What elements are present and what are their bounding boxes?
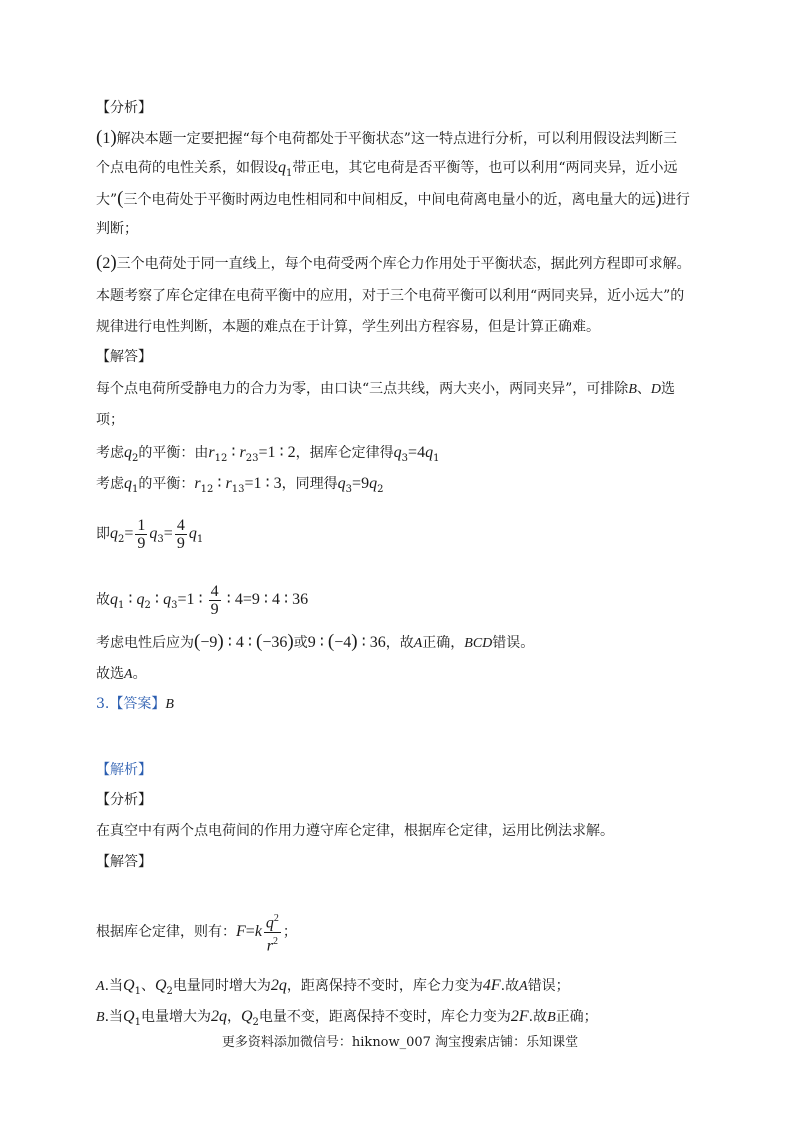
subscript: 1 <box>134 985 141 997</box>
subscript: 1 <box>433 452 440 464</box>
math-var: q <box>136 591 145 608</box>
paren: ( <box>117 188 124 209</box>
math-var: q <box>265 914 274 932</box>
text: 带正电，其它电荷是否平衡等，也可以利用“两同夹异，近小远 <box>292 160 678 176</box>
math-var: q <box>149 525 158 542</box>
math-op: ∶ 36 <box>357 634 386 651</box>
option-letter: D <box>650 382 661 397</box>
page-footer <box>0 1034 800 1052</box>
text: .故 <box>528 1009 548 1025</box>
solution-ratio-line <box>96 516 203 558</box>
denominator <box>264 932 281 954</box>
paren: ) <box>217 631 224 652</box>
math-op: ∶ <box>213 475 226 492</box>
paren: ( <box>256 631 263 652</box>
text: 的平衡： <box>138 476 195 492</box>
option-letter: B <box>628 382 637 397</box>
analysis-p1-line3 <box>96 189 690 210</box>
paren: ) <box>287 631 294 652</box>
option-letter: A <box>413 636 423 651</box>
q3-answer-line <box>96 694 174 715</box>
subscript: 3 <box>345 483 353 495</box>
math-var: q <box>393 444 402 461</box>
text: 在真空中有两个点电荷间的作用力遵守库仑定律，根据库仑定律，运用比例法求解。 <box>96 823 614 839</box>
text: 判断； <box>96 221 138 237</box>
analysis-heading <box>96 98 152 118</box>
subscript: 3 <box>157 533 164 545</box>
q3-explain-heading <box>96 760 152 780</box>
text: 大” <box>96 192 118 208</box>
math-var: q <box>188 525 197 542</box>
analysis-label: 【分析】 <box>96 792 152 808</box>
text: 或 <box>293 635 308 651</box>
math-op: =1 ∶ <box>177 591 207 608</box>
math-op: =1 ∶ 2 <box>258 444 296 461</box>
text: 考虑电性后应为 <box>96 635 194 651</box>
subscript: 2 <box>252 1016 259 1028</box>
math-var: Q <box>123 977 135 994</box>
option-letter: B <box>547 1010 556 1025</box>
math-var: Q <box>240 1008 253 1025</box>
q3-solution-heading <box>96 852 152 872</box>
math-var: q <box>124 444 132 461</box>
paren: ) <box>110 127 117 148</box>
math-var: q <box>425 444 434 461</box>
subscript: 23 <box>245 452 259 464</box>
text: ，距离保持不变时，库仑力变为 <box>286 978 483 994</box>
math-op: 9 ∶ <box>307 634 328 651</box>
math-op: =9 <box>352 475 370 492</box>
q3-option-b <box>96 1007 598 1033</box>
solution-line1 <box>96 379 675 400</box>
text: 错误； <box>527 978 570 994</box>
math-var: Q <box>123 1008 135 1025</box>
math-op: ∶ <box>150 591 164 608</box>
subscript: 3 <box>171 599 178 611</box>
solution-q2-balance <box>96 443 439 469</box>
solution-heading <box>96 347 152 367</box>
math-expr: 2q <box>270 977 287 994</box>
text: ，故 <box>385 635 414 651</box>
math-var: r <box>225 475 232 492</box>
text: 选 <box>661 381 675 397</box>
math-op: = <box>163 525 173 542</box>
math-var: q <box>124 475 132 492</box>
explain-label: 【解析】 <box>96 762 152 778</box>
text: 三个电荷处于同一直线上，每个电荷受两个库仑力作用处于平衡状态，据此列方程即可求解。 <box>116 256 691 272</box>
solution-final-ratio <box>96 582 308 624</box>
math-value: −4 <box>334 634 352 651</box>
text: 错误。 <box>492 635 535 651</box>
subscript: 2 <box>144 599 151 611</box>
math-var: q <box>110 525 118 542</box>
analysis-p1-line2 <box>96 158 678 184</box>
denominator: 9 <box>176 534 185 552</box>
option-letter: A <box>124 667 133 682</box>
text: 考虑 <box>96 476 124 492</box>
text: 故 <box>96 592 110 608</box>
math-op: =4 <box>408 444 426 461</box>
solution-choice <box>96 664 147 685</box>
math-expr: 4F <box>482 977 501 994</box>
subscript: 1 <box>134 1016 141 1028</box>
q3-analysis-heading <box>96 790 152 810</box>
math-value: −36 <box>262 634 288 651</box>
text: 故选 <box>96 666 124 682</box>
item-number: 1 <box>102 130 111 147</box>
text: 根据库仑定律，则有： <box>96 924 236 940</box>
math-var: r <box>208 444 215 461</box>
subscript: 2 <box>132 452 139 464</box>
text: 、 <box>140 978 155 994</box>
text: .当 <box>104 1009 124 1025</box>
text: 正确， <box>422 635 465 651</box>
math-var: q <box>110 591 118 608</box>
fraction <box>135 517 147 552</box>
text: ，据库仑定律得 <box>295 445 394 461</box>
text: 考虑 <box>96 445 124 461</box>
math-var: F <box>236 923 246 940</box>
paren: ( <box>96 127 103 148</box>
item-number: 2 <box>102 255 111 272</box>
text: 。 <box>132 666 147 682</box>
subscript: 1 <box>132 483 139 495</box>
analysis-p1-line1 <box>96 128 677 149</box>
math-var: q <box>278 159 286 176</box>
subscript: 13 <box>231 483 245 495</box>
subscript: 12 <box>200 483 214 495</box>
math-value: −9 <box>200 634 218 651</box>
fraction <box>264 910 281 954</box>
text: ； <box>282 924 297 940</box>
subscript: 1 <box>118 599 125 611</box>
fraction <box>175 517 187 552</box>
text: ，同理得 <box>281 476 338 492</box>
analysis-p3-line1 <box>96 286 684 306</box>
text: 每个点电荷所受静电力的合力为零，由口诀“三点共线，两大夹小，两同夹异”，可排除 <box>96 381 629 397</box>
paren: ) <box>110 252 117 273</box>
math-var: q <box>163 591 172 608</box>
analysis-label: 【分析】 <box>96 100 152 116</box>
text: 个点电荷的电性关系，如假设 <box>96 160 278 176</box>
paren: ) <box>351 631 358 652</box>
subscript: 1 <box>196 533 204 545</box>
text: 电量增大为 <box>140 1009 211 1025</box>
q3-option-a <box>96 976 570 1002</box>
math-var: q <box>369 475 378 492</box>
solution-line2 <box>96 410 124 430</box>
text: 正确； <box>555 1009 598 1025</box>
text: 进行 <box>661 192 690 208</box>
subscript: 2 <box>377 483 384 495</box>
option-letter: BCD <box>464 636 493 651</box>
text: 规律进行电性判断，本题的难点在于计算，学生列出方程容易，但是计算正确难。 <box>96 319 600 335</box>
numerator: 1 <box>137 516 146 534</box>
superscript: 2 <box>273 913 279 925</box>
math-op: ∶ 4=9 ∶ 4 ∶ 36 <box>222 591 309 608</box>
text: .故 <box>500 978 520 994</box>
solution-sign-line <box>96 632 534 654</box>
subscript: 3 <box>401 452 409 464</box>
solution-label: 【解答】 <box>96 349 152 365</box>
math-var: r <box>266 936 274 954</box>
math-op: =1 ∶ 3 <box>244 475 282 492</box>
text: 、 <box>636 381 651 397</box>
denominator: 9 <box>137 534 146 552</box>
subscript: 1 <box>286 167 293 179</box>
math-op: = <box>124 525 134 542</box>
math-var: k <box>254 923 262 940</box>
paren: ( <box>96 252 103 273</box>
math-var: r <box>194 475 201 492</box>
option-letter: A <box>96 979 105 994</box>
math-op: ∶ <box>124 591 137 608</box>
math-var: r <box>239 444 246 461</box>
paren: ( <box>194 631 201 652</box>
math-op: ∶ <box>227 444 240 461</box>
superscript: 2 <box>273 935 279 947</box>
text: ， <box>226 1009 241 1025</box>
option-letter: A <box>519 979 528 994</box>
numerator: 4 <box>176 516 185 534</box>
analysis-p2 <box>96 253 691 274</box>
math-expr: 2q <box>210 1008 227 1025</box>
subscript: 2 <box>118 533 125 545</box>
analysis-p3-line2 <box>96 317 600 337</box>
analysis-p1-line4 <box>96 219 138 239</box>
text: 电量同时增大为 <box>172 978 271 994</box>
text: 即 <box>96 526 110 542</box>
option-letter: B <box>96 1010 105 1025</box>
solution-label: 【解答】 <box>96 854 152 870</box>
math-op: ∶ 4 ∶ <box>223 634 257 651</box>
math-var: q <box>337 475 346 492</box>
paren: ) <box>655 188 662 209</box>
text: .当 <box>104 978 124 994</box>
text: 解决本题一定要把握“每个电荷都处于平衡状态”这一特点进行分析，可以利用假设法判断三 <box>116 131 677 147</box>
subscript: 12 <box>214 452 228 464</box>
fraction <box>209 583 221 618</box>
math-var: Q <box>154 977 167 994</box>
answer-label: 【答案】 <box>109 696 166 712</box>
text: 本题考察了库仑定律在电荷平衡中的应用，对于三个电荷平衡可以利用“两同夹异，近小远大”的 <box>96 288 685 304</box>
denominator: 9 <box>210 600 219 618</box>
math-op: = <box>245 923 255 940</box>
text: 项； <box>96 412 124 428</box>
q3-coulomb-law <box>96 910 297 954</box>
q3-analysis-text <box>96 821 614 841</box>
text: 的平衡：由 <box>138 445 209 461</box>
solution-q1-balance <box>96 474 383 500</box>
subscript: 2 <box>166 985 173 997</box>
footer-text: 更多资料添加微信号：hiknow_007 淘宝搜索店铺：乐知课堂 <box>221 1035 579 1050</box>
numerator: 4 <box>210 582 219 600</box>
math-expr: 2F <box>510 1008 529 1025</box>
numerator <box>264 910 281 931</box>
text: 三个电荷处于平衡时两边电性相同和中间相反，中间电荷离电量小的近，离电量大的远 <box>123 192 656 208</box>
paren: ( <box>327 631 335 652</box>
question-number: 3. <box>96 696 110 712</box>
text: 电量不变，距离保持不变时，库仑力变为 <box>258 1009 511 1025</box>
answer-value: B <box>165 697 174 712</box>
